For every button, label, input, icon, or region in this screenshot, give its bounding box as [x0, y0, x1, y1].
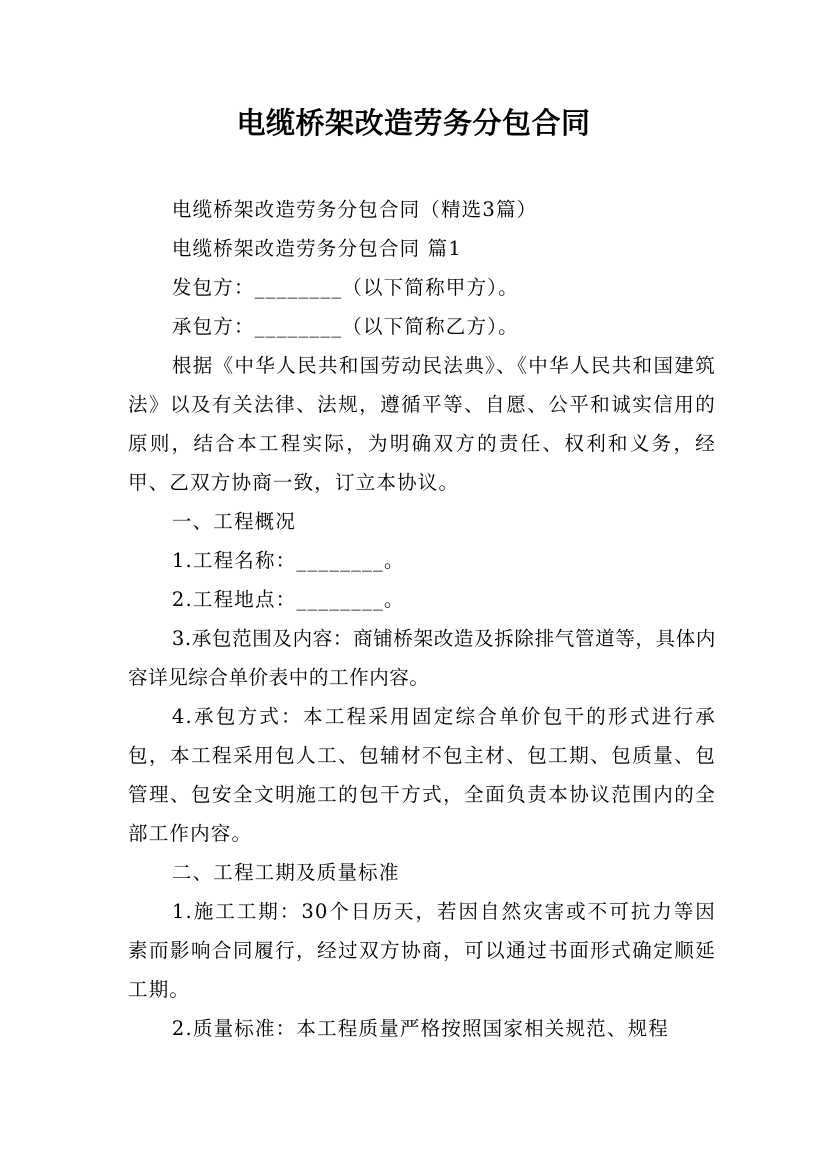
paragraph-subtitle: 电缆桥架改造劳务分包合同（精选3篇） — [171, 198, 538, 221]
paragraph-heading-schedule-quality: 二、工程工期及质量标准 — [171, 861, 400, 884]
paragraph-heading-overview: 一、工程概况 — [171, 510, 297, 533]
paragraph-construction-period: 1.施工工期：30个日历天，若因自然灾害或不可抗力等因素而影响合同履行，经过双方协商，可以通过书面形式确定顺延工期。 — [128, 900, 716, 1001]
paragraph-quality-standard: 2.质量标准：本工程质量严格按照国家相关规范、规程 — [171, 1017, 669, 1040]
paragraph-preamble: 根据《中华人民共和国劳动民法典》、《中华人民共和国建筑法》以及有关法律、法规，遵循平等、自愿、公平和诚实信用的原则，结合本工程实际，为明确双方的责任、权利和义务，经甲、乙双方协商一致，订立本协议。 — [128, 354, 716, 494]
paragraph-section-heading: 电缆桥架改造劳务分包合同 篇1 — [171, 237, 462, 260]
document-title: 电缆桥架改造劳务分包合同 — [236, 106, 591, 140]
paragraph-contract-method: 4.承包方式：本工程采用固定综合单价包干的形式进行承包，本工程采用包人工、包辅材不包主材、包工期、包质量、包管理、包安全文明施工的包干方式，全面负责本协议范围内的全部工作内容。 — [128, 705, 716, 845]
paragraph-project-name: 1.工程名称：________。 — [171, 549, 405, 572]
paragraph-scope: 3.承包范围及内容：商铺桥架改造及拆除排气管道等，具体内容详见综合单价表中的工作内容。 — [128, 627, 716, 689]
paragraph-project-location: 2.工程地点：________。 — [171, 588, 405, 611]
document-body — [128, 190, 716, 1048]
paragraph-employer: 发包方：________（以下简称甲方）。 — [171, 276, 519, 299]
paragraph-contractor: 承包方：________（以下简称乙方）。 — [171, 315, 519, 338]
